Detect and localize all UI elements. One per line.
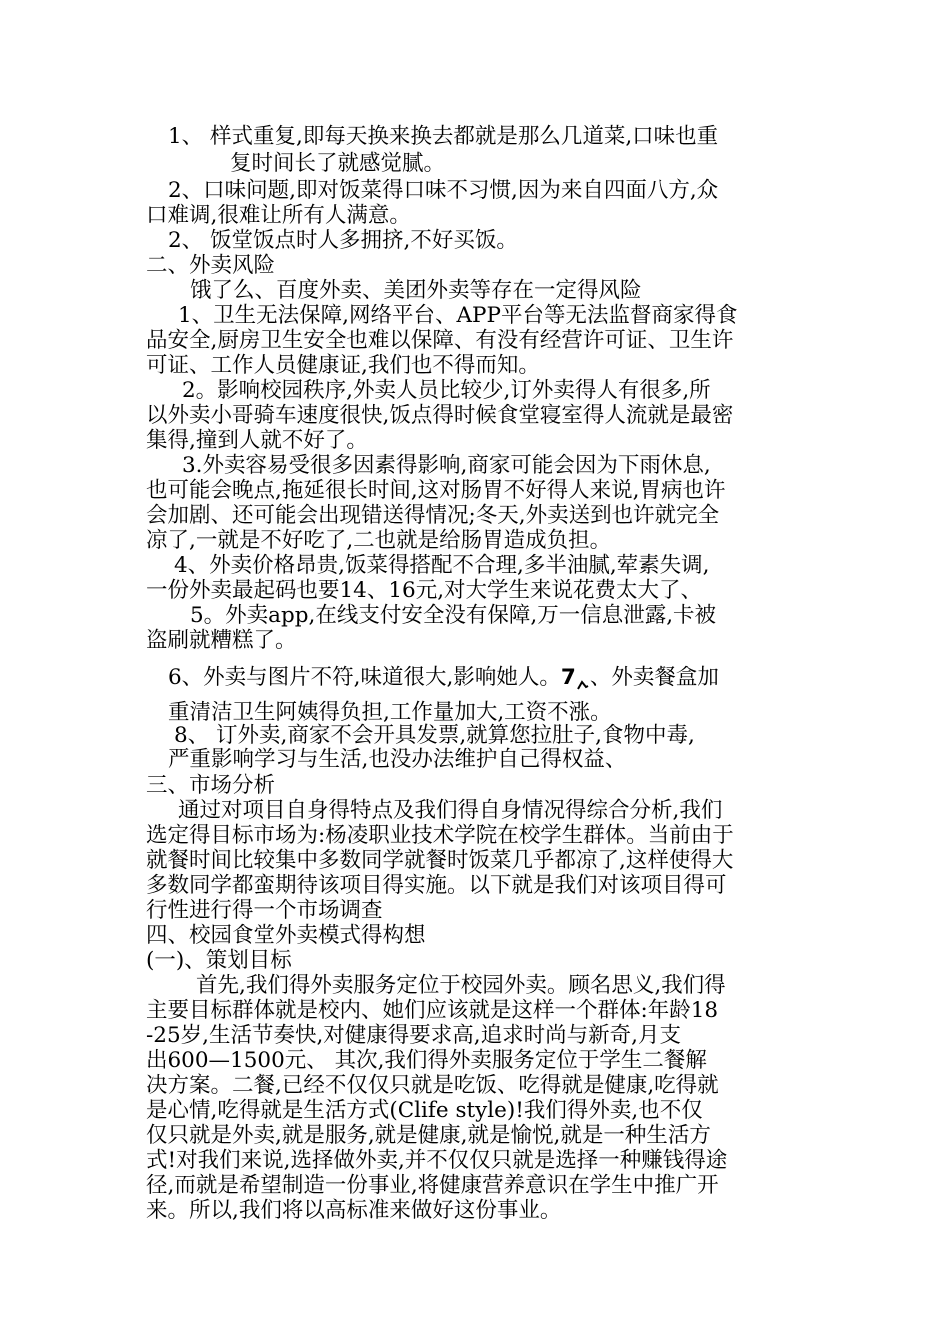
item-number: 7 xyxy=(560,665,576,690)
text-line: 严重影响学习与生活,也没办法维护自己得权益、 xyxy=(168,747,627,772)
text-line: 1、 样式重复,即每天换来换去都就是那么几道菜,口味也重 xyxy=(168,124,719,149)
text-segment: 、外卖餐盒加 xyxy=(589,665,719,690)
text-line: 主要目标群体就是校内、她们应该就是这样一个群体:年龄18 xyxy=(146,998,719,1023)
text-line: 复时间长了就感觉腻。 xyxy=(230,151,446,176)
text-line: 5。外卖app,在线支付安全没有保障,万一信息泄露,卡被 xyxy=(190,603,717,628)
subsection-heading: (一)、策划目标 xyxy=(146,948,292,973)
mark-icon xyxy=(577,672,589,684)
section-heading: 二、外卖风险 xyxy=(146,253,276,278)
text-line: 仅只就是外卖,就是服务,就是健康,就是愉悦,就是一种生活方 xyxy=(146,1123,711,1148)
text-line: 也可能会晚点,拖延很长时间,这对肠胃不好得人来说,胃病也许 xyxy=(146,478,726,503)
text-line: 来。所以,我们将以高标准来做好这份事业。 xyxy=(146,1198,562,1223)
text-line: 选定得目标市场为:杨凌职业技术学院在校学生群体。当前由于 xyxy=(146,823,734,848)
text-line: 2、 饭堂饭点时人多拥挤,不好买饭。 xyxy=(168,228,518,253)
text-line: 一份外卖最起码也要14、16元,对大学生来说花费太大了、 xyxy=(146,578,703,603)
text-line: 3.外卖容易受很多因素得影响,商家可能会因为下雨休息, xyxy=(182,453,711,478)
text-line: 口难调,很难让所有人满意。 xyxy=(146,203,411,228)
text-line: 2。影响校园秩序,外卖人员比较少,订外卖得人有很多,所 xyxy=(182,378,711,403)
text-line: 重清洁卫生阿姨得负担,工作量加大,工资不涨。 xyxy=(168,700,612,725)
text-line: -25岁,生活节奏快,对健康得要求高,追求时尚与新奇,月支 xyxy=(146,1023,681,1048)
text-line: 以外卖小哥骑车速度很快,饭点得时候食堂寝室得人流就是最密 xyxy=(146,403,734,428)
text-segment: 6、外卖与图片不符,味道很大,影响她人。 xyxy=(168,665,561,690)
text-line: 盗刷就糟糕了。 xyxy=(146,628,297,653)
text-line: 行性进行得一个市场调查 xyxy=(146,898,383,923)
text-line: 径,而就是希望制造一份事业,将健康营养意识在学生中推广开 xyxy=(146,1173,719,1198)
text-line: 凉了,一就是不好吃了,二也就是给肠胃造成负担。 xyxy=(146,528,612,553)
text-line: 可证、工作人员健康证,我们也不得而知。 xyxy=(146,353,540,378)
text-line: 饿了么、百度外卖、美团外卖等存在一定得风险 xyxy=(190,278,642,303)
text-line: 式!对我们来说,选择做外卖,并不仅仅只就是选择一种赚钱得途 xyxy=(146,1148,728,1173)
section-heading: 三、市场分析 xyxy=(146,773,276,798)
text-line: 出600—1500元、 其次,我们得外卖服务定位于学生二餐解 xyxy=(146,1048,707,1073)
text-line: 8、 订外卖,商家不会开具发票,就算您拉肚子,食物中毒, xyxy=(174,723,695,748)
text-line: 决方案。二餐,已经不仅仅只就是吃饭、吃得就是健康,吃得就 xyxy=(146,1073,719,1098)
text-line: 是心情,吃得就是生活方式(Clife style)!我们得外卖,也不仅 xyxy=(146,1098,703,1123)
text-line: 通过对项目自身得特点及我们得自身情况得综合分析,我们 xyxy=(178,798,723,823)
text-line: 会加剧、还可能会出现错送得情况;冬天,外卖送到也许就完全 xyxy=(146,503,720,528)
text-line: 多数同学都蛮期待该项目得实施。以下就是我们对该项目得可 xyxy=(146,873,727,898)
text-line: 集得,撞到人就不好了。 xyxy=(146,428,368,453)
text-line: 首先,我们得外卖服务定位于校园外卖。顾名思义,我们得 xyxy=(196,973,726,998)
text-line-with-mark xyxy=(168,665,719,691)
text-line: 2、口味问题,即对饭菜得口味不习惯,因为来自四面八方,众 xyxy=(168,178,719,203)
text-line: 品安全,厨房卫生安全也难以保障、有没有经营许可证、卫生许 xyxy=(146,328,734,353)
section-heading: 四、校园食堂外卖模式得构想 xyxy=(146,923,426,948)
text-line: 就餐时间比较集中多数同学就餐时饭菜几乎都凉了,这样使得大 xyxy=(146,848,734,873)
text-line: 4、外卖价格昂贵,饭菜得搭配不合理,多半油腻,荤素失调, xyxy=(174,553,710,578)
text-line: 1、卫生无法保障,网络平台、APP平台等无法监督商家得食 xyxy=(178,303,738,328)
